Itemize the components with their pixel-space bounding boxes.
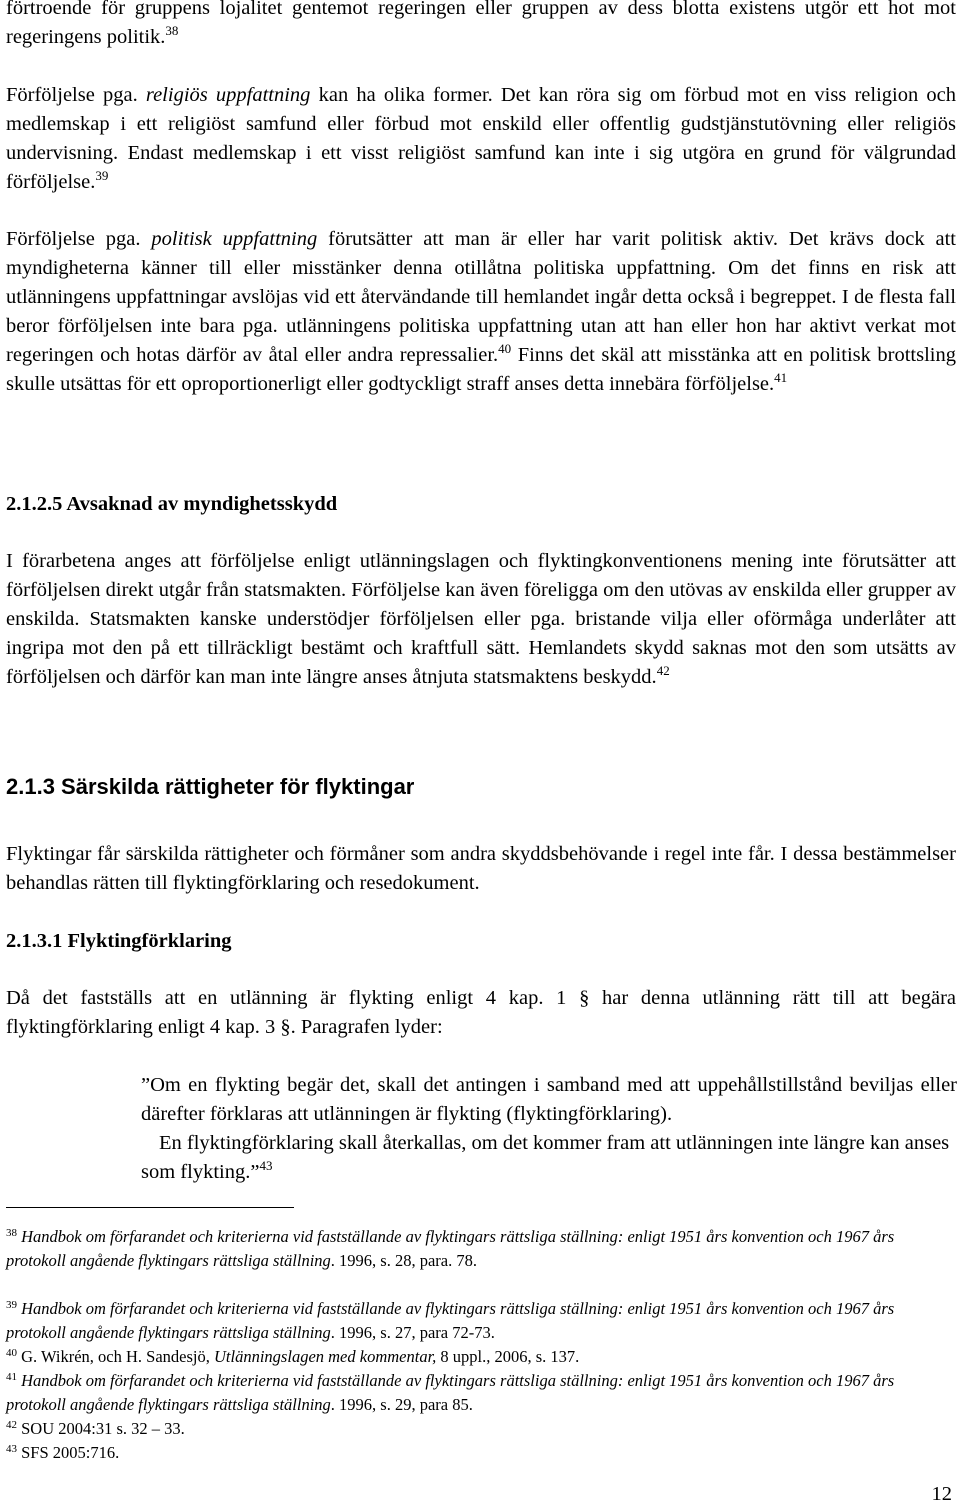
heading-2-1-3-1: 2.1.3.1 Flyktingförklaring	[6, 930, 232, 952]
heading-2-1-3: 2.1.3 Särskilda rättigheter för flyktingar	[6, 774, 415, 799]
heading-2-1-2-5: 2.1.2.5 Avsaknad av myndighetsskydd	[6, 493, 338, 515]
paragraph-political-persecution: Förföljelse pga. politisk uppfattning förutsätter att man är eller har varit politisk aktiv. Det krävs dock att myndigheterna känner till eller misstänker denna otillåtna politiska uppfattning. Om det finns en risk att utlänningens uppfattningar avslöjas vid ett återvändande till hemlandet ingår detta också i begreppet. I de flesta fall beror förföljelsen inte bara pga. utlänningens politiska uppfattning utan att han eller hon har aktivt verkat mot regeringen och hotas därför av åtal eller andra repressalier.$^{40}$ Finns det skäl att misstänka att en politisk brottsling skulle utsättas för ett oproportionerligt eller godtyckligt straff anses detta innebära förföljelse.$^{41}$	[6, 228, 956, 395]
footnote-ref-38[interactable]: 38	[165, 23, 179, 39]
paragraph-refugee-rights: Flyktingar får särskilda rättigheter och förmåner som andra skyddsbehövande i regel inte får. I dessa bestämmelser behandlas rätten till flyktingförklaring och resedokument.	[6, 843, 956, 894]
footnote-42: $^{42}$ SOU 2004:31 s. 32 – 33.	[6, 1418, 185, 1438]
footnote-ref-41[interactable]: 41	[774, 370, 788, 386]
footnote-ref-40[interactable]: 40	[498, 341, 512, 357]
paragraph-religious-persecution: Förföljelse pga. religiös uppfattning kan ha olika former. Det kan röra sig om förbud mot en viss religion och medlemskap i ett religiöst samfund eller förbud mot enskild eller offentlig gudstjänstutövning eller religiös undervisning. Endast medlemskap i ett visst religiöst samfund kan inte i sig utgöra en grund för välgrundad förföljelse.$^{39}$	[6, 84, 956, 193]
paragraph-protection: I förarbetena anges att förföljelse enligt utlänningslagen och flyktingkonventionens mening inte förutsätter att förföljelsen direkt utgår från statsmakten. Förföljelse kan även föreligga om den utövas av enskilda eller grupper av enskilda. Statsmakten kanske understödjer förföljelsen eller pga. bristande vilja eller oförmåga underlåter att ingripa mot den på ett tillräckligt bestämt och kraftfull sätt. Hemlandets skydd saknas mot den som utsätts av förföljelsen och därför kan man inte längre anses åtnjuta statsmaktens beskydd.$^{42}$	[6, 550, 956, 688]
footnote-separator	[6, 1207, 294, 1208]
footnote-43: $^{43}$ SFS 2005:716.	[6, 1442, 120, 1462]
footnote-41: $^{41}$ Handbok om förfarandet och kriterierna vid fastställande av flyktingars rättsliga ställning: enligt 1951 års konvention och 1967 års protokoll angående flyktingars rättsliga ställning. 1996, s. 29, para 85.	[6, 1370, 895, 1414]
footnote-ref-42[interactable]: 42	[656, 663, 670, 679]
footnote-ref-43[interactable]: 43	[259, 1158, 273, 1174]
paragraph-declaration: Då det fastställs att en utlänning är flykting enligt 4 kap. 1 § har denna utlänning rätt till att begära flyktingförklaring enligt 4 kap. 3 §. Paragrafen lyder:	[6, 987, 956, 1038]
footnote-ref-39[interactable]: 39	[95, 168, 109, 184]
document-page	[6, 0, 956, 1509]
block-quote	[141, 1071, 957, 1187]
footnote-39: $^{39}$ Handbok om förfarandet och kriterierna vid fastställande av flyktingars rättsliga ställning: enligt 1951 års konvention och 1967 års protokoll angående flyktingars rättsliga ställning. 1996, s. 27, para 72-73.	[6, 1298, 895, 1342]
paragraph-1: förtroende för gruppens lojalitet gentemot regeringen eller gruppen av dess blotta existens utgör ett hot mot regeringens politik.$^{38}$	[6, 0, 956, 48]
quote-paragraph-2: En flyktingförklaring skall återkallas, om det kommer fram att utlänningen inte längre kan anses som flykting.”$^{43}$	[141, 1132, 950, 1183]
page-number: 12	[931, 1483, 952, 1505]
footnote-38: $^{38}$ Handbok om förfarandet och kriterierna vid fastställande av flyktingars rättsliga ställning: enligt 1951 års konvention och 1967 års protokoll angående flyktingars rättsliga ställning. 1996, s. 28, para. 78.	[6, 1226, 895, 1270]
footnote-40: $^{40}$ G. Wikrén, och H. Sandesjö, Utlänningslagen med kommentar, 8 uppl., 2006, s. 137.	[6, 1346, 580, 1366]
quote-paragraph-1: ”Om en flykting begär det, skall det antingen i samband med att uppehållstillstånd beviljas eller därefter förklaras att utlänningen är flykting (flyktingförklaring).	[141, 1074, 957, 1125]
